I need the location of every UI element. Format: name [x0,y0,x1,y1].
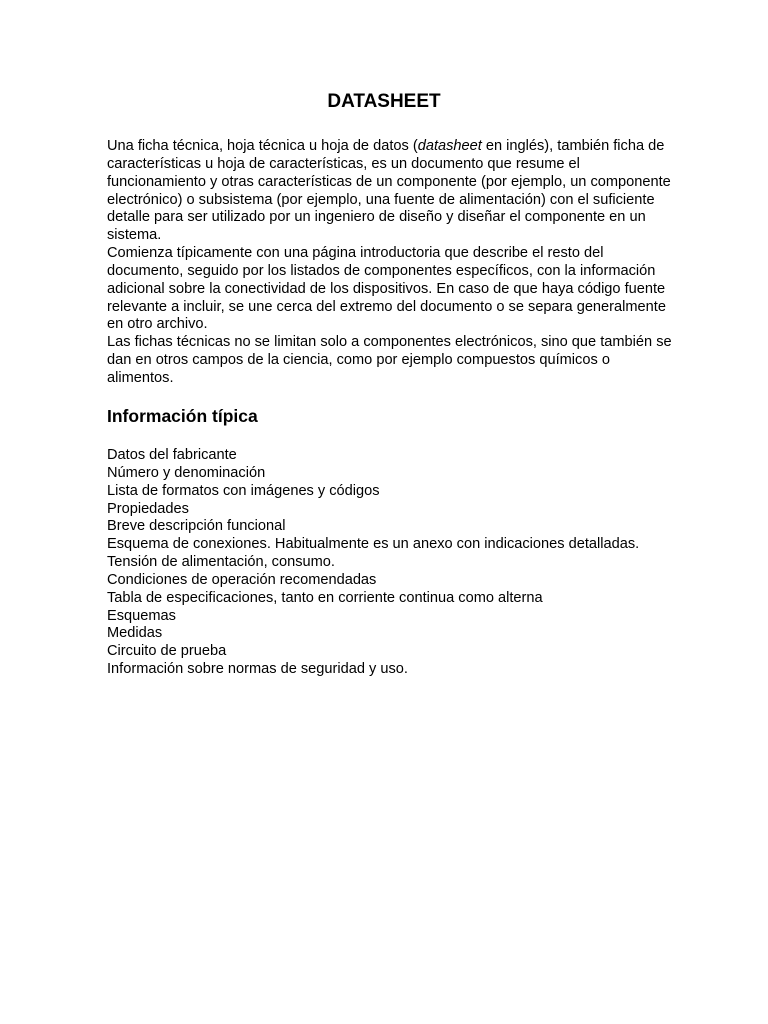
paragraph-structure: Comienza típicamente con una página introductoria que describe el resto del documento, seguido por los listados de componentes específicos, con la información adicional sobre la conectividad de los dispositivos. En caso de que haya código fuente relevante a incluir, se une cerca del extremo del documento o se separa generalmente en otro archivo. [107,245,666,333]
list-item: Circuito de prueba [107,643,227,660]
list-item: Tensión de alimentación, consumo. [107,554,335,571]
list-item: Lista de formatos con imágenes y códigos [107,482,380,499]
list-item: Datos del fabricante [107,447,237,463]
list-item: Breve descripción funcional [107,518,286,535]
paragraph-definition-start: Una ficha técnica, hoja técnica u hoja de datos ( [107,138,418,154]
list-item: Número y denominación [107,464,266,481]
list-item: Esquema de conexiones. Habitualmente es un anexo con indicaciones detalladas. [107,536,640,553]
list-item: Tabla de especificaciones, tanto en corriente continua como alterna [107,589,543,606]
section-heading: Información típica [107,406,258,426]
list-item: Esquemas [107,607,176,624]
intro-text [107,138,677,388]
paragraph-definition-rest: en inglés), también ficha de características u hoja de características, es un documento que resume el funcionamiento y otras características de un componente (por ejemplo, un componente electrónico) o subsistema (por ejemplo, una fuente de alimentación) con el suficiente detalle para ser utilizado por un ingeniero de diseño y diseñar el componente en un sistema. [107,138,671,244]
list-item: Condiciones de operación recomendadas [107,571,377,588]
paragraph-scope: Las fichas técnicas no se limitan solo a componentes electrónicos, sino que también se dan en otros campos de la ciencia, como por ejemplo compuestos químicos o alimentos. [107,334,672,386]
list-item: Propiedades [107,500,189,517]
typical-info-list [107,447,707,679]
paragraph-definition [107,138,677,245]
list-item: Medidas [107,625,163,642]
list-item: Información sobre normas de seguridad y uso. [107,661,408,678]
page-title: DATASHEET [327,91,441,112]
datasheet-term: datasheet [417,138,482,154]
